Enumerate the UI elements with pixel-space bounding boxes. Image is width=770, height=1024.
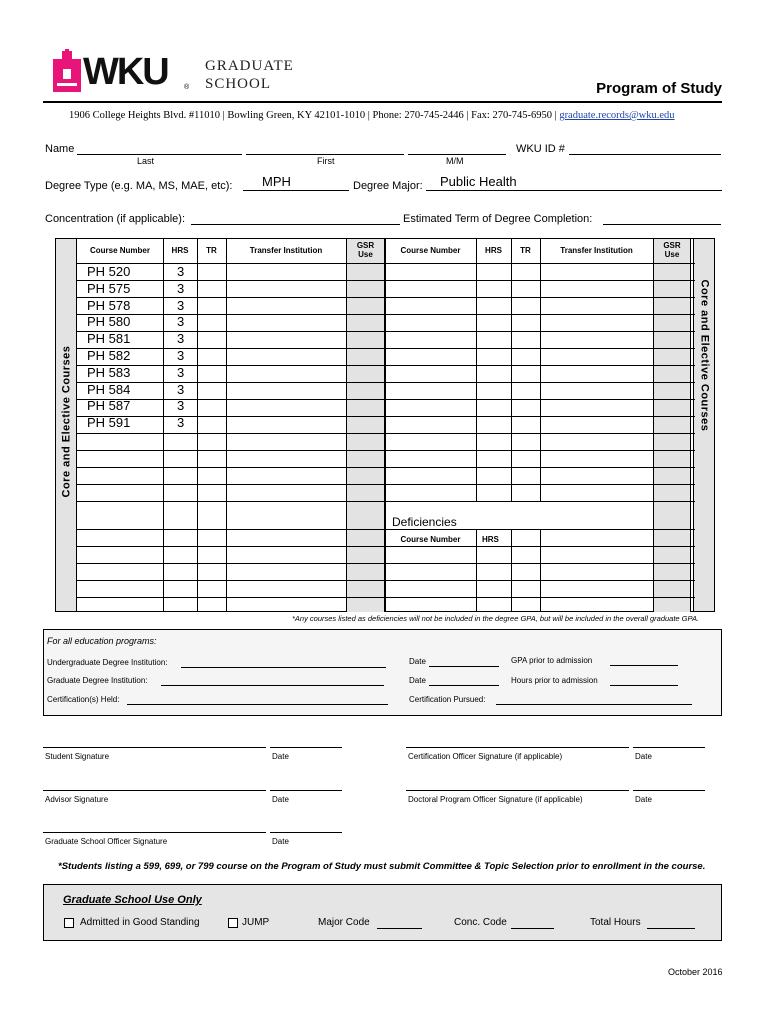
major-code-label: Major Code	[318, 917, 370, 928]
col-divider	[511, 529, 512, 612]
concentration-label: Concentration (if applicable):	[45, 213, 186, 225]
total-hours-label: Total Hours	[590, 917, 641, 928]
degree-type-label: Degree Type (e.g. MA, MS, MAE, etc):	[45, 180, 233, 192]
left-side-label: Core and Elective Courses	[60, 345, 73, 498]
header-gsr-2: GSR	[663, 241, 681, 250]
doctoral-officer-date-label: Date	[635, 795, 652, 804]
course-number: PH 587	[87, 398, 131, 414]
hours-label: Hours prior to admission	[511, 676, 598, 685]
student-date-label: Date	[272, 752, 289, 761]
gsr-column-left	[346, 239, 385, 612]
course-number: PH 581	[87, 331, 131, 347]
cert-pursued-label: Certification Pursued:	[409, 695, 486, 704]
officer-signature-line[interactable]	[43, 832, 266, 833]
wku-logo-text: WKU	[83, 51, 168, 93]
advisor-signature-label: Advisor Signature	[45, 795, 109, 804]
wku-id-field[interactable]	[569, 154, 721, 155]
admitted-checkbox[interactable]	[64, 918, 74, 928]
doctoral-officer-label: Doctoral Program Officer Signature (if applicable)	[408, 795, 583, 804]
grad-label: Graduate Degree Institution:	[47, 676, 148, 685]
doctoral-officer-signature-line[interactable]	[406, 790, 629, 791]
def-header-hrs: HRS	[482, 535, 499, 544]
advisor-date-line[interactable]	[270, 790, 342, 791]
course-hrs: 3	[177, 364, 185, 380]
degree-major-field[interactable]	[426, 190, 722, 191]
major-code-field[interactable]	[377, 928, 422, 929]
hours-field[interactable]	[610, 685, 678, 686]
last-caption: Last	[137, 156, 155, 166]
grad-date-label: Date	[409, 676, 426, 685]
header-course-number: Course Number	[89, 246, 150, 255]
address-line	[69, 110, 675, 121]
course-hrs: 3	[177, 415, 185, 431]
cert-pursued-field[interactable]	[496, 704, 692, 705]
gpa-field[interactable]	[610, 665, 678, 666]
conc-code-field[interactable]	[511, 928, 554, 929]
student-date-line[interactable]	[270, 747, 342, 748]
row-divider	[77, 484, 695, 485]
row-divider	[77, 382, 695, 383]
concentration-field[interactable]	[191, 224, 400, 225]
header-hrs: HRS	[171, 246, 189, 255]
degree-type-field[interactable]	[243, 190, 349, 191]
header-gsr-use-2: Use	[664, 250, 680, 259]
course-hrs: 3	[177, 264, 185, 279]
undergrad-label: Undergraduate Degree Institution:	[47, 658, 168, 667]
col-divider	[385, 239, 386, 612]
conc-code-label: Conc. Code	[454, 917, 507, 928]
middle-name-field[interactable]	[408, 154, 506, 155]
cert-held-field[interactable]	[127, 704, 388, 705]
gpa-label: GPA prior to admission	[511, 656, 593, 665]
course-grid	[55, 238, 715, 612]
row-divider	[77, 263, 695, 264]
row-divider	[77, 597, 695, 598]
term-label: Estimated Term of Degree Completion:	[403, 213, 593, 225]
row-divider	[77, 348, 695, 349]
course-notice: *Students listing a 599, 699, or 799 course on the Program of Study must submit Committee & Topic Selection prior to enrollment in the course.	[58, 861, 706, 872]
cert-officer-date-line[interactable]	[633, 747, 705, 748]
course-number: PH 582	[87, 347, 131, 363]
row-divider	[77, 563, 695, 564]
course-number: PH 575	[87, 280, 131, 296]
row-divider	[77, 467, 695, 468]
col-divider	[226, 239, 227, 612]
gsr-column-right	[653, 239, 691, 612]
row-divider	[77, 450, 695, 451]
degree-type-value: MPH	[262, 174, 291, 189]
course-hrs: 3	[177, 297, 185, 313]
student-signature-line[interactable]	[43, 747, 266, 748]
grad-date-field[interactable]	[429, 685, 499, 686]
row-divider	[77, 529, 695, 530]
office-use-box	[43, 884, 722, 941]
cert-officer-label: Certification Officer Signature (if applicable)	[408, 752, 563, 761]
page-title: Program of Study	[596, 80, 722, 97]
jump-checkbox[interactable]	[228, 918, 238, 928]
col-divider	[197, 239, 198, 612]
education-section	[43, 630, 722, 716]
col-divider	[511, 239, 512, 501]
header-transfer: Transfer Institution	[249, 246, 323, 255]
officer-date-line[interactable]	[270, 832, 342, 833]
officer-signature-label: Graduate School Officer Signature	[45, 837, 168, 846]
course-number: PH 520	[87, 264, 131, 279]
deficiencies-label: Deficiencies	[392, 515, 457, 529]
graduate-school-line1: GRADUATE	[205, 58, 294, 74]
def-header-course-number: Course Number	[400, 535, 461, 544]
header-gsr: GSR	[356, 241, 375, 250]
row-divider	[77, 365, 695, 366]
course-number: PH 580	[87, 314, 131, 330]
header-gsr-use: Use	[358, 250, 373, 259]
row-divider	[77, 433, 695, 434]
header-rule	[43, 101, 722, 103]
course-hrs: 3	[177, 280, 185, 296]
col-divider	[163, 239, 164, 612]
course-number: PH 584	[87, 381, 131, 397]
total-hours-field[interactable]	[647, 928, 695, 929]
grad-field[interactable]	[161, 685, 384, 686]
header-tr-2: TR	[520, 246, 531, 255]
footer-date: October 2016	[668, 967, 723, 977]
email-link[interactable]: graduate.records@wku.edu	[559, 110, 675, 121]
deficiency-footnote: *Any courses listed as deficiencies will not be included in the degree GPA, but will be included in the overall graduate GPA.	[292, 614, 700, 623]
term-field[interactable]	[603, 224, 721, 225]
graduate-school-line2: SCHOOL	[205, 76, 272, 92]
row-divider	[77, 546, 695, 547]
col-divider	[540, 529, 541, 612]
header-course-number-2: Course Number	[400, 246, 461, 255]
course-hrs-column	[177, 264, 184, 432]
doctoral-officer-date-line[interactable]	[633, 790, 705, 791]
address-text: 1906 College Heights Blvd. #11010 | Bowling Green, KY 42101-1010 | Phone: 270-745-2446 | Fax: 270-745-6950 |	[69, 110, 557, 121]
admitted-label: Admitted in Good Standing	[80, 917, 200, 928]
row-divider	[77, 416, 695, 417]
office-use-title: Graduate School Use Only	[63, 894, 202, 906]
header-transfer-2: Transfer Institution	[560, 246, 633, 255]
row-divider	[77, 331, 695, 332]
course-number: PH 578	[87, 297, 131, 313]
course-hrs: 3	[177, 314, 185, 330]
degree-major-label: Degree Major:	[353, 180, 423, 192]
course-number: PH 591	[87, 415, 131, 431]
row-divider	[77, 297, 695, 298]
registered-mark: ®	[184, 84, 190, 91]
row-divider	[77, 501, 695, 502]
cert-held-label: Certification(s) Held:	[47, 695, 120, 704]
undergrad-field[interactable]	[181, 667, 386, 668]
header-tr: TR	[206, 246, 217, 255]
mm-caption: M/M	[446, 156, 464, 166]
cert-officer-date-label: Date	[635, 752, 652, 761]
row-divider	[77, 280, 695, 281]
course-number: PH 583	[87, 364, 131, 380]
first-name-field[interactable]	[246, 154, 404, 155]
course-row	[87, 264, 130, 432]
col-divider	[540, 239, 541, 501]
course-hrs: 3	[177, 347, 185, 363]
officer-date-label: Date	[272, 837, 289, 846]
undergrad-date-label: Date	[409, 657, 426, 666]
left-side-band	[56, 239, 77, 611]
row-divider	[77, 580, 695, 581]
cert-officer-signature-line[interactable]	[406, 747, 629, 748]
wku-tower-icon	[53, 49, 83, 93]
row-divider	[77, 399, 695, 400]
advisor-date-label: Date	[272, 795, 289, 804]
degree-major-value: Public Health	[440, 174, 517, 189]
course-hrs: 3	[177, 381, 185, 397]
student-signature-label: Student Signature	[45, 752, 110, 761]
right-side-label: Core and Elective Courses	[698, 279, 711, 432]
last-name-field[interactable]	[77, 154, 242, 155]
name-label: Name	[45, 143, 75, 155]
course-hrs: 3	[177, 331, 185, 347]
col-divider	[476, 239, 477, 501]
undergrad-date-field[interactable]	[429, 666, 499, 667]
first-caption: First	[317, 156, 335, 166]
right-side-band	[693, 239, 714, 611]
advisor-signature-line[interactable]	[43, 790, 266, 791]
education-heading: For all education programs:	[47, 636, 157, 646]
col-divider	[476, 529, 477, 612]
jump-label: JUMP	[242, 917, 270, 928]
course-hrs: 3	[177, 398, 185, 414]
row-divider	[77, 314, 695, 315]
header-hrs-2: HRS	[485, 246, 502, 255]
wku-id-label: WKU ID #	[516, 143, 565, 155]
